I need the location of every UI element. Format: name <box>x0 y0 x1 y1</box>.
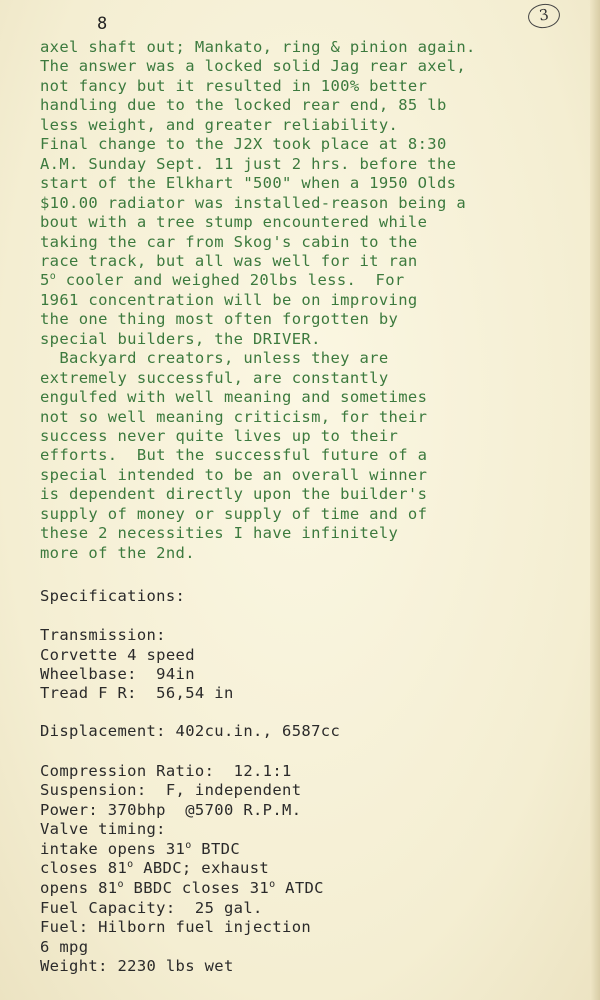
body-line: bout with a tree stump encountered while <box>40 213 428 232</box>
body-line: start of the Elkhart "500" when a 1950 Olds <box>40 174 457 193</box>
body-line: A.M. Sunday Sept. 11 just 2 hrs. before the <box>40 154 457 173</box>
spec-line: Transmission: <box>40 626 166 644</box>
spec-line: Power: 370bhp @5700 R.P.M. <box>40 801 302 819</box>
spec-line: 6 mpg <box>40 938 89 956</box>
body-line: these 2 necessities I have infinitely <box>40 524 399 543</box>
body-line: not so well meaning criticism, for their <box>40 407 428 426</box>
body-line: is dependent directly upon the builder's <box>40 485 428 504</box>
body-line: $10.00 radiator was installed-reason being a <box>40 193 466 212</box>
spec-line: Fuel: Hilborn fuel injection <box>40 918 312 936</box>
page-number: 8 <box>97 14 108 34</box>
body-line: more of the 2nd. <box>40 543 195 562</box>
spec-line: Wheelbase: 94in <box>40 665 195 683</box>
body-line: less weight, and greater reliability. <box>40 115 399 134</box>
body-line: Final change to the J2X took place at 8:30 <box>40 135 447 154</box>
spec-line: Tread F R: 56,54 in <box>40 684 234 702</box>
spec-line: Fuel Capacity: 25 gal. <box>40 899 263 917</box>
spec-line: Corvette 4 speed <box>40 646 195 664</box>
body-line: engulfed with well meaning and sometimes <box>40 388 428 407</box>
spec-line: opens 81$^o$ BBDC closes 31$^o$ ATDC <box>40 879 324 897</box>
body-line: not fancy but it resulted in 100% better <box>40 76 428 95</box>
body-line: race track, but all was well for it ran <box>40 251 418 270</box>
body-line: 1961 concentration will be on improving <box>40 290 418 309</box>
body-line: success never quite lives up to their <box>40 427 399 445</box>
spec-line: Compression Ratio: 12.1:1 <box>40 762 292 780</box>
handwritten-page-mark: 3 <box>526 2 561 30</box>
spec-heading: Specifications: <box>40 587 186 605</box>
body-line: special intended to be an overall winner <box>40 465 428 484</box>
body-line: The answer was a locked solid Jag rear axel, <box>40 57 466 76</box>
body-line: extremely successful, are constantly <box>40 368 389 387</box>
body-line: supply of money or supply of time and of <box>40 504 428 523</box>
body-line: taking the car from Skog's cabin to the <box>40 232 418 251</box>
spec-line: Weight: 2230 lbs wet <box>40 957 234 975</box>
spec-line: Valve timing: <box>40 820 166 838</box>
body-line: special builders, the DRIVER. <box>40 329 321 348</box>
spec-line: Suspension: F, independent <box>40 781 302 799</box>
body-line: efforts. But the successful future of a <box>40 446 428 465</box>
body-line: Backyard creators, unless they are <box>40 349 389 368</box>
body-line: axel shaft out; Mankato, ring & pinion again. <box>40 38 476 56</box>
spec-line: Displacement: 402cu.in., 6587cc <box>40 722 341 740</box>
body-line: 5$^o$ cooler and weighed 20lbs less. For <box>40 271 405 290</box>
spec-line: intake opens 31$^o$ BTDC <box>40 840 241 858</box>
page-edge <box>590 0 600 1000</box>
spec-line: closes 81$^o$ ABDC; exhaust <box>40 859 270 877</box>
body-line: handling due to the locked rear end, 85 lb <box>40 96 447 115</box>
body-line: the one thing most often forgotten by <box>40 310 399 329</box>
